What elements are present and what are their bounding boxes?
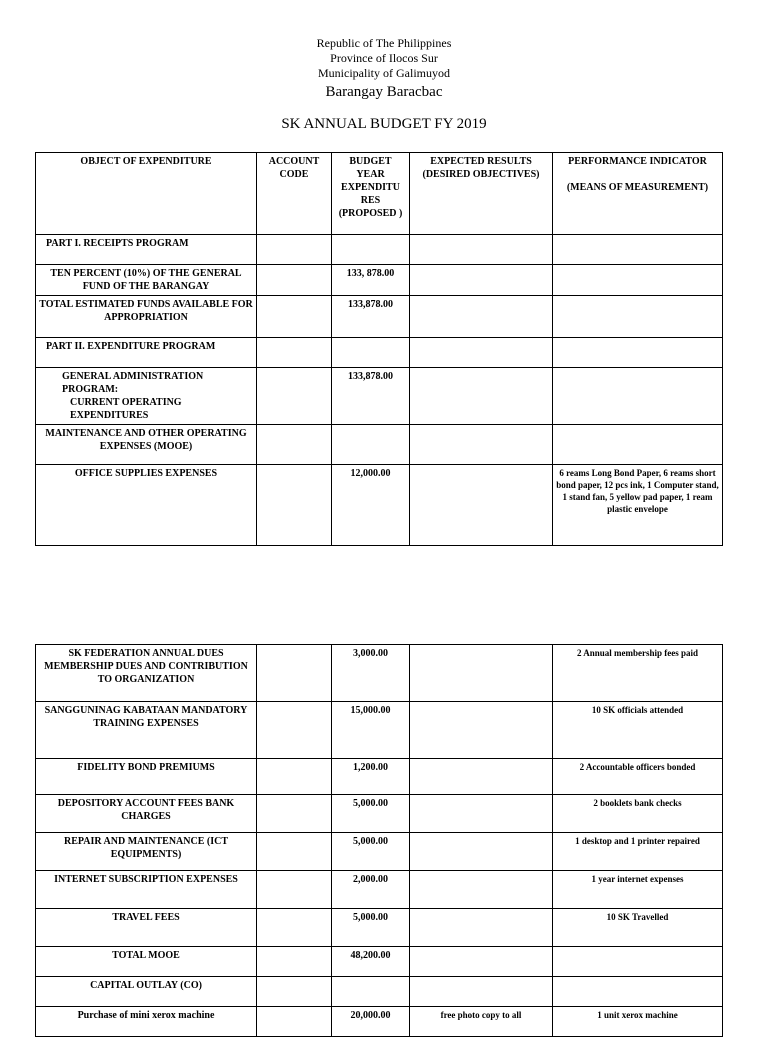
table-row (36, 265, 723, 296)
table-row (36, 909, 723, 947)
header-country: Republic of The Philippines (316, 36, 452, 50)
object-cell: MAINTENANCE AND OTHER OPERATING EXPENSES (MOOE) (36, 425, 257, 465)
expected-cell (410, 645, 553, 702)
expected-cell (410, 795, 553, 833)
header-municipality: Municipality of Galimuyod (318, 66, 450, 80)
table-row (36, 833, 723, 871)
budget-cell (332, 425, 410, 465)
table-row (36, 977, 723, 1007)
budget-table-part1 (35, 152, 723, 546)
object-cell: INTERNET SUBSCRIPTION EXPENSES (36, 871, 257, 909)
expected-cell (410, 909, 553, 947)
budget-cell: 5,000.00 (332, 909, 410, 947)
table-header-row (36, 153, 723, 235)
object-cell: TOTAL MOOE (36, 947, 257, 977)
object-cell: PART I. RECEIPTS PROGRAM (36, 235, 257, 265)
table-row-total (36, 947, 723, 977)
budget-cell (332, 977, 410, 1007)
object-cell: Purchase of mini xerox machine (36, 1007, 257, 1037)
expected-cell (410, 702, 553, 759)
indicator-cell (553, 296, 723, 338)
expected-cell (410, 759, 553, 795)
object-cell: CAPITAL OUTLAY (CO) (36, 977, 257, 1007)
indicator-cell (553, 235, 723, 265)
table-row (36, 759, 723, 795)
table-row (36, 645, 723, 702)
expected-cell (410, 977, 553, 1007)
budget-cell: 133,878.00 (332, 368, 410, 425)
object-cell: SANGGUNINAG KABATAAN MANDATORY TRAINING EXPENSES (36, 702, 257, 759)
table-row (36, 702, 723, 759)
object-cell: SK FEDERATION ANNUAL DUES MEMBERSHIP DUES AND CONTRIBUTION TO ORGANIZATION (36, 645, 257, 702)
indicator-cell: 1 desktop and 1 printer repaired (553, 833, 723, 871)
object-subline: CURRENT OPERATING EXPENDITURES (70, 397, 182, 421)
indicator-cell (553, 265, 723, 296)
table-row (36, 871, 723, 909)
table-row (36, 795, 723, 833)
indicator-cell (553, 338, 723, 368)
indicator-cell: 10 SK Travelled (553, 909, 723, 947)
expected-cell: free photo copy to all (410, 1007, 553, 1037)
table-row (36, 338, 723, 368)
budget-cell (332, 338, 410, 368)
performance-indicator-label: PERFORMANCE INDICATOR (568, 156, 707, 167)
object-cell: TEN PERCENT (10%) OF THE GENERAL FUND OF THE BARANGAY (36, 265, 257, 296)
table-row (36, 1007, 723, 1037)
table-row (36, 368, 723, 425)
header-budget-year: BUDGET YEAR EXPENDITU RES (PROPOSED ) (332, 153, 410, 235)
indicator-cell (553, 977, 723, 1007)
budget-cell: 3,000.00 (332, 645, 410, 702)
indicator-cell: 2 Annual membership fees paid (553, 645, 723, 702)
header-barangay: Barangay Baracbac (325, 84, 443, 100)
indicator-cell: 1 unit xerox machine (553, 1007, 723, 1037)
object-cell: TOTAL ESTIMATED FUNDS AVAILABLE FOR APPROPRIATION (36, 296, 257, 338)
table-row (36, 296, 723, 338)
table-row (36, 465, 723, 546)
indicator-cell: 1 year internet expenses (553, 871, 723, 909)
object-cell: TRAVEL FEES (36, 909, 257, 947)
object-cell (36, 368, 257, 425)
indicator-cell (553, 947, 723, 977)
object-cell: PART II. EXPENDITURE PROGRAM (36, 338, 257, 368)
indicator-cell: 2 booklets bank checks (553, 795, 723, 833)
budget-cell: 48,200.00 (332, 947, 410, 977)
header-account-code: ACCOUNT CODE (257, 153, 332, 235)
expected-cell (410, 947, 553, 977)
indicator-cell (553, 425, 723, 465)
budget-cell: 15,000.00 (332, 702, 410, 759)
header-province: Province of Ilocos Sur (330, 51, 438, 65)
indicator-cell: 6 reams Long Bond Paper, 6 reams short bond paper, 12 pcs ink, 1 Computer stand, 1 stand fan, 5 yellow pad paper, 1 ream plastic envelope (553, 465, 723, 546)
object-cell: REPAIR AND MAINTENANCE (ICT EQUIPMENTS) (36, 833, 257, 871)
document-title: SK ANNUAL BUDGET FY 2019 (281, 116, 487, 132)
indicator-cell: 10 SK officials attended (553, 702, 723, 759)
header-object-of-expenditure: OBJECT OF EXPENDITURE (36, 153, 257, 235)
budget-cell: 12,000.00 (332, 465, 410, 546)
expected-cell (410, 833, 553, 871)
budget-cell: 2,000.00 (332, 871, 410, 909)
budget-table-part2 (35, 644, 723, 1037)
budget-cell: 5,000.00 (332, 795, 410, 833)
table-row (36, 425, 723, 465)
header-expected-results: EXPECTED RESULTS (DESIRED OBJECTIVES) (410, 153, 553, 235)
means-of-measurement-label: (MEANS OF MEASUREMENT) (566, 182, 709, 193)
object-cell: OFFICE SUPPLIES EXPENSES (36, 465, 257, 546)
header-performance-indicator (553, 153, 723, 235)
budget-cell: 5,000.00 (332, 833, 410, 871)
indicator-cell (553, 368, 723, 425)
budget-cell: 133,878.00 (332, 296, 410, 338)
expected-cell (410, 871, 553, 909)
budget-cell: 20,000.00 (332, 1007, 410, 1037)
budget-cell (332, 235, 410, 265)
budget-cell: 1,200.00 (332, 759, 410, 795)
object-cell: DEPOSITORY ACCOUNT FEES BANK CHARGES (36, 795, 257, 833)
object-cell: FIDELITY BOND PREMIUMS (36, 759, 257, 795)
object-line: GENERAL ADMINISTRATION PROGRAM: (62, 371, 204, 395)
budget-cell: 133, 878.00 (332, 265, 410, 296)
table-row (36, 235, 723, 265)
indicator-cell: 2 Accountable officers bonded (553, 759, 723, 795)
